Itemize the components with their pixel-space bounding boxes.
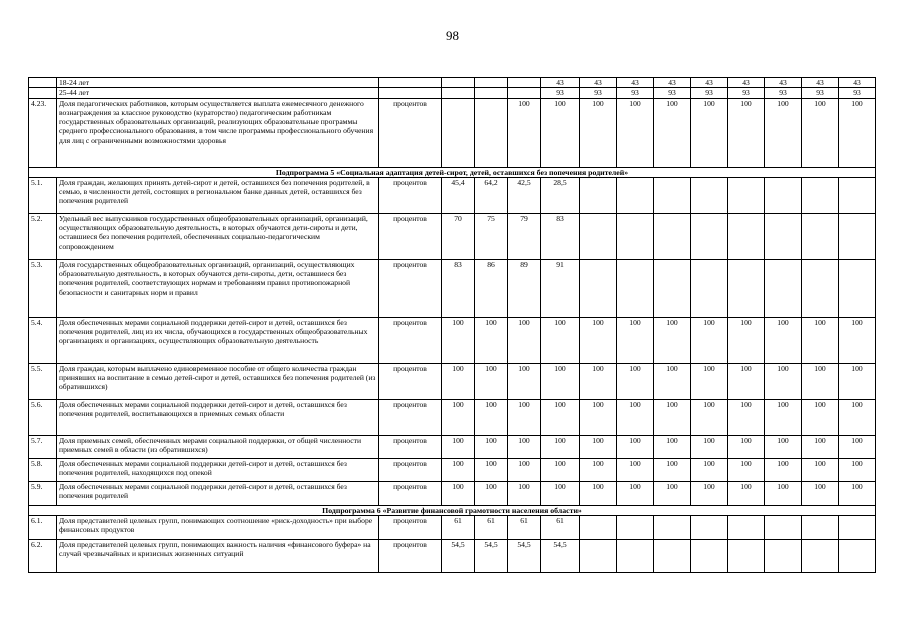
value-cell <box>802 516 839 540</box>
value-cell: 100 <box>765 481 802 505</box>
value-cell: 100 <box>691 98 728 167</box>
value-cell: 100 <box>802 399 839 435</box>
value-cell: 93 <box>728 88 765 98</box>
value-cell <box>617 259 654 317</box>
value-cell: 61 <box>541 516 580 540</box>
value-cell: 43 <box>728 78 765 88</box>
table-row <box>29 516 876 540</box>
table-row <box>29 88 876 98</box>
value-cell: 100 <box>541 458 580 481</box>
value-cell: 100 <box>508 435 541 458</box>
value-cell: 43 <box>802 78 839 88</box>
value-cell: 100 <box>691 363 728 399</box>
indicator-name: Доля обеспеченных мерами социальной поддержки детей-сирот и детей, оставшихся без попечения родителей <box>57 481 379 505</box>
value-cell: 93 <box>580 88 617 98</box>
value-cell: 100 <box>839 435 876 458</box>
value-cell <box>580 259 617 317</box>
value-cell: 100 <box>580 98 617 167</box>
row-number: 5.5. <box>29 363 57 399</box>
value-cell: 43 <box>617 78 654 88</box>
value-cell: 100 <box>541 435 580 458</box>
value-cell <box>580 540 617 573</box>
value-cell: 100 <box>839 399 876 435</box>
indicator-name: Доля обеспеченных мерами социальной поддержки детей-сирот и детей, оставшихся без попечения родителей, находящихся под опекой <box>57 458 379 481</box>
page-number: 98 <box>446 28 459 43</box>
value-cell <box>475 78 508 88</box>
value-cell <box>442 98 475 167</box>
indicator-name: Удельный вес выпускников государственных общеобразовательных организаций, организаций, осуществляющих образовательную деятельность, в которых обучаются дети-сироты и дети, оставшиеся без попечения родителей, обеспеченных социально-педагогическим сопровождением <box>57 213 379 259</box>
value-cell: 93 <box>541 88 580 98</box>
value-cell <box>765 259 802 317</box>
value-cell <box>839 213 876 259</box>
value-cell: 54,5 <box>541 540 580 573</box>
value-cell <box>617 540 654 573</box>
table-row <box>29 363 876 399</box>
value-cell: 100 <box>508 481 541 505</box>
value-cell: 70 <box>442 213 475 259</box>
value-cell <box>442 88 475 98</box>
value-cell: 100 <box>442 435 475 458</box>
value-cell <box>617 177 654 213</box>
unit-cell: процентов <box>379 177 442 213</box>
indicators-table <box>28 77 876 573</box>
value-cell: 91 <box>541 259 580 317</box>
value-cell: 45,4 <box>442 177 475 213</box>
value-cell: 100 <box>728 317 765 363</box>
value-cell: 100 <box>765 458 802 481</box>
value-cell: 100 <box>802 317 839 363</box>
value-cell <box>617 213 654 259</box>
value-cell: 100 <box>654 458 691 481</box>
value-cell: 100 <box>654 363 691 399</box>
unit-cell: процентов <box>379 213 442 259</box>
value-cell: 100 <box>691 458 728 481</box>
value-cell: 100 <box>728 481 765 505</box>
row-number: 5.6. <box>29 399 57 435</box>
value-cell: 100 <box>580 435 617 458</box>
value-cell: 100 <box>839 363 876 399</box>
row-number: 5.7. <box>29 435 57 458</box>
value-cell <box>728 259 765 317</box>
value-cell: 83 <box>541 213 580 259</box>
row-number: 6.1. <box>29 516 57 540</box>
row-number: 5.3. <box>29 259 57 317</box>
value-cell <box>765 213 802 259</box>
value-cell: 100 <box>580 399 617 435</box>
value-cell: 100 <box>765 435 802 458</box>
value-cell: 42,5 <box>508 177 541 213</box>
value-cell: 100 <box>475 481 508 505</box>
value-cell: 100 <box>541 317 580 363</box>
value-cell: 100 <box>442 363 475 399</box>
indicator-name: Доля представителей целевых групп, понимающих важность наличия «финансового буфера» на случай чрезвычайных и кризисных жизненных ситуаций <box>57 540 379 573</box>
unit-cell: процентов <box>379 317 442 363</box>
value-cell <box>580 213 617 259</box>
unit-cell: процентов <box>379 98 442 167</box>
value-cell: 54,5 <box>508 540 541 573</box>
value-cell: 93 <box>617 88 654 98</box>
value-cell: 100 <box>617 481 654 505</box>
value-cell: 100 <box>580 458 617 481</box>
value-cell <box>475 98 508 167</box>
value-cell: 100 <box>617 458 654 481</box>
unit-cell: процентов <box>379 259 442 317</box>
value-cell: 100 <box>508 399 541 435</box>
indicator-name: Доля граждан, желающих принять детей-сирот и детей, оставшихся без попечения родителей, в семью, в численности детей, состоящих в региональном банке данных детей, оставшихся без попечения родителей <box>57 177 379 213</box>
value-cell: 100 <box>617 435 654 458</box>
value-cell: 100 <box>580 481 617 505</box>
value-cell <box>654 540 691 573</box>
value-cell: 89 <box>508 259 541 317</box>
value-cell: 100 <box>802 435 839 458</box>
value-cell: 100 <box>691 399 728 435</box>
value-cell <box>617 516 654 540</box>
unit-cell <box>379 88 442 98</box>
value-cell: 100 <box>691 481 728 505</box>
value-cell <box>508 88 541 98</box>
value-cell <box>580 516 617 540</box>
indicator-name: Доля обеспеченных мерами социальной поддержки детей-сирот и детей, оставшихся без попечения родителей, воспитывающихся в приемных семьях области <box>57 399 379 435</box>
section-title: Подпрограмма 6 «Развитие финансовой грамотности населения области» <box>29 505 876 515</box>
indicator-name: Доля граждан, которым выплачено единовременное пособие от общего количества граждан принявших на воспитание в семью детей-сирот и детей, оставшихся без попечения родителей (из обратившихся) <box>57 363 379 399</box>
value-cell: 100 <box>765 399 802 435</box>
value-cell: 100 <box>728 363 765 399</box>
value-cell: 100 <box>728 435 765 458</box>
value-cell <box>475 88 508 98</box>
indicator-name: 18-24 лет <box>57 78 379 88</box>
value-cell: 100 <box>475 435 508 458</box>
value-cell: 100 <box>442 399 475 435</box>
value-cell <box>802 259 839 317</box>
value-cell <box>839 516 876 540</box>
value-cell: 100 <box>475 317 508 363</box>
table-row <box>29 259 876 317</box>
value-cell: 100 <box>691 317 728 363</box>
value-cell <box>802 540 839 573</box>
value-cell <box>691 259 728 317</box>
value-cell: 100 <box>839 98 876 167</box>
value-cell: 100 <box>802 458 839 481</box>
value-cell: 100 <box>728 98 765 167</box>
value-cell: 43 <box>839 78 876 88</box>
value-cell: 100 <box>475 363 508 399</box>
value-cell: 100 <box>475 399 508 435</box>
value-cell: 100 <box>617 399 654 435</box>
value-cell <box>802 213 839 259</box>
row-number: 5.4. <box>29 317 57 363</box>
value-cell: 93 <box>802 88 839 98</box>
value-cell: 100 <box>839 317 876 363</box>
value-cell: 100 <box>654 98 691 167</box>
row-number <box>29 88 57 98</box>
unit-cell: процентов <box>379 458 442 481</box>
value-cell <box>580 177 617 213</box>
table-row <box>29 458 876 481</box>
value-cell: 61 <box>442 516 475 540</box>
indicator-name: 25-44 лет <box>57 88 379 98</box>
value-cell: 61 <box>508 516 541 540</box>
value-cell: 100 <box>508 363 541 399</box>
unit-cell: процентов <box>379 399 442 435</box>
value-cell <box>802 177 839 213</box>
value-cell <box>839 259 876 317</box>
value-cell: 100 <box>541 399 580 435</box>
indicator-name: Доля государственных общеобразовательных организаций, организаций, осуществляющих образовательную деятельность, в которых обучаются дети-сироты, дети, оставшиеся без попечения родителей, соответствующих нормам и требованиям правил противопожарной безопасности и санитарных норм и правил <box>57 259 379 317</box>
unit-cell: процентов <box>379 540 442 573</box>
row-number: 5.2. <box>29 213 57 259</box>
value-cell: 100 <box>765 98 802 167</box>
value-cell <box>765 177 802 213</box>
value-cell: 100 <box>442 481 475 505</box>
value-cell <box>728 540 765 573</box>
value-cell: 28,5 <box>541 177 580 213</box>
value-cell <box>654 213 691 259</box>
value-cell: 43 <box>580 78 617 88</box>
value-cell: 93 <box>691 88 728 98</box>
value-cell <box>691 177 728 213</box>
value-cell <box>691 540 728 573</box>
value-cell: 93 <box>839 88 876 98</box>
value-cell: 100 <box>541 98 580 167</box>
value-cell: 43 <box>691 78 728 88</box>
value-cell: 54,5 <box>475 540 508 573</box>
value-cell: 100 <box>442 317 475 363</box>
value-cell <box>728 177 765 213</box>
value-cell: 100 <box>765 363 802 399</box>
table-row <box>29 481 876 505</box>
section-title: Подпрограмма 5 «Социальная адаптация детей-сирот, детей, оставшихся без попечения родителей» <box>29 167 876 177</box>
value-cell: 100 <box>508 317 541 363</box>
value-cell: 100 <box>475 458 508 481</box>
unit-cell <box>379 78 442 88</box>
value-cell <box>728 213 765 259</box>
value-cell: 100 <box>839 481 876 505</box>
section-row <box>29 505 876 515</box>
row-number: 5.1. <box>29 177 57 213</box>
value-cell <box>654 259 691 317</box>
value-cell: 64,2 <box>475 177 508 213</box>
table-row <box>29 78 876 88</box>
value-cell: 100 <box>580 363 617 399</box>
value-cell: 93 <box>765 88 802 98</box>
value-cell: 100 <box>580 317 617 363</box>
value-cell: 83 <box>442 259 475 317</box>
value-cell <box>442 78 475 88</box>
value-cell: 43 <box>541 78 580 88</box>
value-cell <box>839 177 876 213</box>
value-cell <box>508 78 541 88</box>
value-cell: 100 <box>654 317 691 363</box>
value-cell <box>691 213 728 259</box>
value-cell: 100 <box>508 98 541 167</box>
table-row <box>29 98 876 167</box>
indicator-name: Доля представителей целевых групп, понимающих соотношение «риск-доходность» при выборе финансовых продуктов <box>57 516 379 540</box>
value-cell: 100 <box>802 363 839 399</box>
value-cell: 100 <box>617 363 654 399</box>
value-cell: 100 <box>691 435 728 458</box>
value-cell: 43 <box>654 78 691 88</box>
value-cell: 79 <box>508 213 541 259</box>
value-cell <box>654 177 691 213</box>
value-cell: 100 <box>654 435 691 458</box>
unit-cell: процентов <box>379 363 442 399</box>
value-cell: 100 <box>728 458 765 481</box>
value-cell: 93 <box>654 88 691 98</box>
value-cell: 100 <box>617 98 654 167</box>
unit-cell: процентов <box>379 481 442 505</box>
value-cell: 86 <box>475 259 508 317</box>
value-cell: 100 <box>442 458 475 481</box>
unit-cell: процентов <box>379 516 442 540</box>
indicator-name: Доля обеспеченных мерами социальной поддержки детей-сирот и детей, оставшихся без попечения родителей, лиц из их числа, обучающихся в государственных общеобразовательных организациях и организациях, осуществляющих образовательную деятельность <box>57 317 379 363</box>
value-cell: 100 <box>541 363 580 399</box>
row-number: 6.2. <box>29 540 57 573</box>
value-cell <box>691 516 728 540</box>
row-number: 5.8. <box>29 458 57 481</box>
table-row <box>29 317 876 363</box>
value-cell <box>765 516 802 540</box>
indicator-name: Доля приемных семей, обеспеченных мерами социальной поддержки, от общей численности приемных семей в области (из обратившихся) <box>57 435 379 458</box>
value-cell: 100 <box>839 458 876 481</box>
value-cell <box>765 540 802 573</box>
unit-cell: процентов <box>379 435 442 458</box>
row-number: 4.23. <box>29 98 57 167</box>
value-cell: 61 <box>475 516 508 540</box>
value-cell: 100 <box>802 481 839 505</box>
value-cell <box>728 516 765 540</box>
value-cell <box>654 516 691 540</box>
value-cell <box>839 540 876 573</box>
value-cell: 100 <box>728 399 765 435</box>
table-row <box>29 213 876 259</box>
table-row <box>29 399 876 435</box>
row-number <box>29 78 57 88</box>
value-cell: 100 <box>654 399 691 435</box>
table-row <box>29 177 876 213</box>
value-cell: 100 <box>617 317 654 363</box>
row-number: 5.9. <box>29 481 57 505</box>
value-cell: 100 <box>508 458 541 481</box>
table-row <box>29 540 876 573</box>
indicator-name: Доля педагогических работников, которым осуществляется выплата ежемесячного денежного вознаграждения за классное руководство (кураторство) педагогическим работникам государственных образовательных организаций, реализующих образовательные программы среднего профессионального образования, в том числе программы профессионального обучения для лиц с ограниченными возможностями здоровья <box>57 98 379 167</box>
value-cell: 100 <box>802 98 839 167</box>
value-cell: 75 <box>475 213 508 259</box>
section-row <box>29 167 876 177</box>
value-cell: 100 <box>765 317 802 363</box>
table-row <box>29 435 876 458</box>
value-cell: 100 <box>541 481 580 505</box>
value-cell: 43 <box>765 78 802 88</box>
value-cell: 100 <box>654 481 691 505</box>
value-cell: 54,5 <box>442 540 475 573</box>
